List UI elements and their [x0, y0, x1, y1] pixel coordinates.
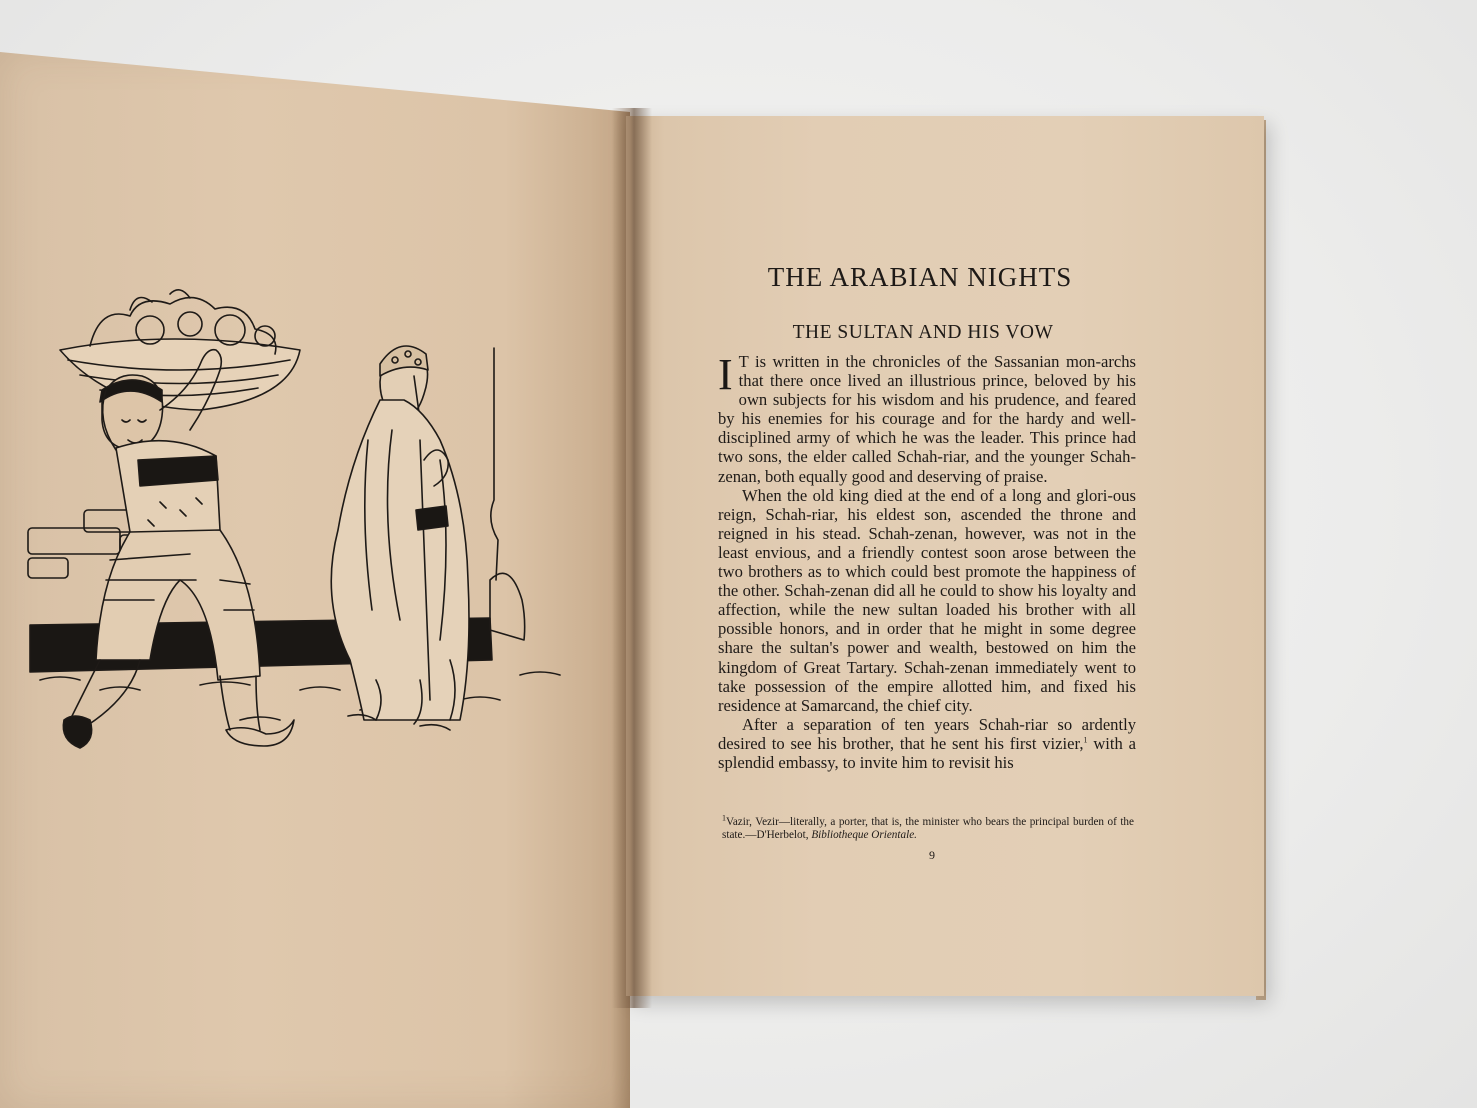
paragraph-3-end: with a splendid embassy, to invite him to revisit his — [718, 733, 1137, 772]
book-gutter — [612, 108, 652, 1008]
footnote — [722, 813, 1134, 842]
body-text — [718, 352, 1136, 772]
footnote-marker: 1 — [722, 813, 726, 823]
footnote-italic-title: Bibliotheque Orientale. — [811, 829, 917, 841]
footnote-text: Vazir, Vezir—literally, a porter, that is, the minister who bears the principal burden of the state.—D'Herbelot, — [722, 816, 1134, 841]
paragraph-1: T is written in the chronicles of the Sassanian mon-archs that there once lived an illustrious prince, beloved by his own subjects for his wisdom and his prudence, and feared by his enemies for his courage and for the hardy and well-disciplined army of which he was the leader. This prince had two sons, the elder called Schah-riar, and the younger Schah-zenan, both equally good and deserving of praise. — [718, 352, 1136, 486]
porter-and-veiled-woman-illustration — [20, 280, 600, 780]
dropcap: I — [718, 350, 733, 399]
paragraph-3 — [718, 715, 1136, 772]
book-title: THE ARABIAN NIGHTS — [767, 262, 1073, 292]
footnote-reference: 1 — [1083, 735, 1088, 745]
page-number: 9 — [929, 848, 935, 862]
chapter-heading: THE SULTAN AND HIS VOW — [792, 322, 1054, 343]
paragraph-3-start: After a separation of ten years Schah-riar so ardently desired to see his brother, that he sent his first vizier, — [718, 714, 1136, 753]
paragraph-2: When the old king died at the end of a long and glori-ous reign, Schah-riar, his eldest son, ascended the throne and reigned in his stead. Schah-zenan, however, was not in the least envious, and a friendly contest soon arose between the two brothers as to which could best promote the happiness of the other. Schah-zenan did all he could to show his loyalty and affection, while the new sultan loaded his brother with all possible honors, and in order that he might in some degree share the sultan's power and wealth, bestowed on him the kingdom of Great Tartary. Schah-zenan immediately went to take possession of the empire allotted him, and fixed his residence at Samarcand, the chief city. — [718, 485, 1136, 715]
